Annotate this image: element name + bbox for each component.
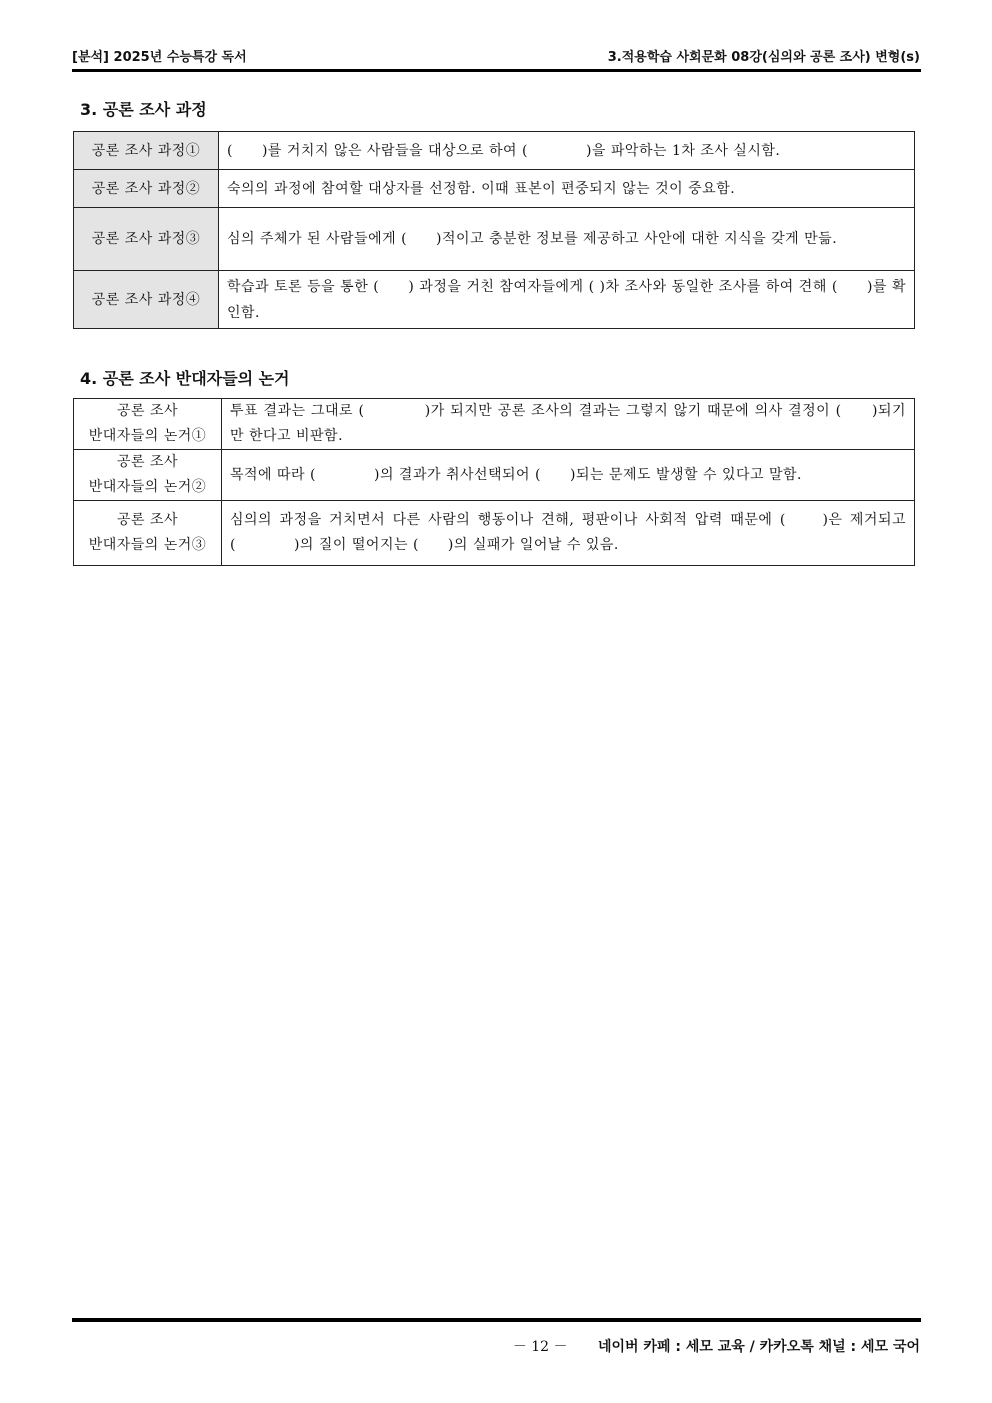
table-row (74, 399, 915, 450)
row-label: 공론 조사 과정② (74, 170, 219, 208)
table-row (74, 170, 915, 208)
row-label: 공론 조사 과정④ (74, 271, 219, 329)
row-content: 목적에 따라 ( )의 결과가 취사선택되어 ( )되는 문제도 발생할 수 있다고 말함. (222, 450, 915, 501)
row-content: ( )를 거치지 않은 사람들을 대상으로 하여 ( )을 파악하는 1차 조사 실시함. (219, 132, 915, 170)
row-label: 공론 조사 과정③ (74, 208, 219, 271)
row-label (74, 399, 222, 450)
row-label (74, 501, 222, 566)
row-label-line2: 반대자들의 논거③ (88, 537, 207, 553)
table-row (74, 450, 915, 501)
page-header (72, 46, 920, 66)
table-row (74, 208, 915, 271)
section4-table (73, 398, 915, 566)
section4-title: 4. 공론 조사 반대자들의 논거 (80, 369, 290, 388)
row-content: 심의의 과정을 거치면서 다른 사람의 행동이나 견해, 평판이나 사회적 압력 때문에 ( )은 제거되고 ( )의 질이 떨어지는 ( )의 실패가 일어날 수 있음. (222, 501, 915, 566)
header-left-title: [분석] 2025년 수능특강 독서 (72, 50, 247, 65)
row-label-line2: 반대자들의 논거① (88, 428, 207, 444)
row-content: 숙의의 과정에 참여할 대상자를 선정함. 이때 표본이 편중되지 않는 것이 중요함. (219, 170, 915, 208)
row-label (74, 450, 222, 501)
header-divider (72, 69, 921, 72)
table-row (74, 271, 915, 329)
row-label-line2: 반대자들의 논거② (88, 479, 207, 495)
row-label-line1: 공론 조사 (116, 454, 179, 470)
row-label: 공론 조사 과정① (74, 132, 219, 170)
row-content: 학습과 토론 등을 통한 ( ) 과정을 거친 참여자들에게 ( )차 조사와 동일한 조사를 하여 견해 ( )를 확인함. (219, 271, 915, 329)
table-row (74, 132, 915, 170)
row-content: 심의 주체가 된 사람들에게 ( )적이고 충분한 정보를 제공하고 사안에 대한 지식을 갖게 만듦. (219, 208, 915, 271)
page-footer (513, 1336, 920, 1356)
page-number: － 12 － (512, 1339, 568, 1355)
header-right-title: 3.적용학습 사회문화 08강(심의와 공론 조사) 변형(s) (607, 50, 920, 65)
section3-title: 3. 공론 조사 과정 (80, 100, 207, 119)
row-label-line1: 공론 조사 (116, 403, 179, 419)
footer-info: 네이버 카페 : 세모 교육 / 카카오톡 채널 : 세모 국어 (597, 1339, 920, 1355)
row-label-line1: 공론 조사 (116, 512, 179, 528)
row-content: 투표 결과는 그대로 ( )가 되지만 공론 조사의 결과는 그렇지 않기 때문에 의사 결정이 ( )되기만 한다고 비판함. (222, 399, 915, 450)
table-row (74, 501, 915, 566)
footer-divider (72, 1318, 921, 1322)
section3-table (73, 131, 915, 329)
